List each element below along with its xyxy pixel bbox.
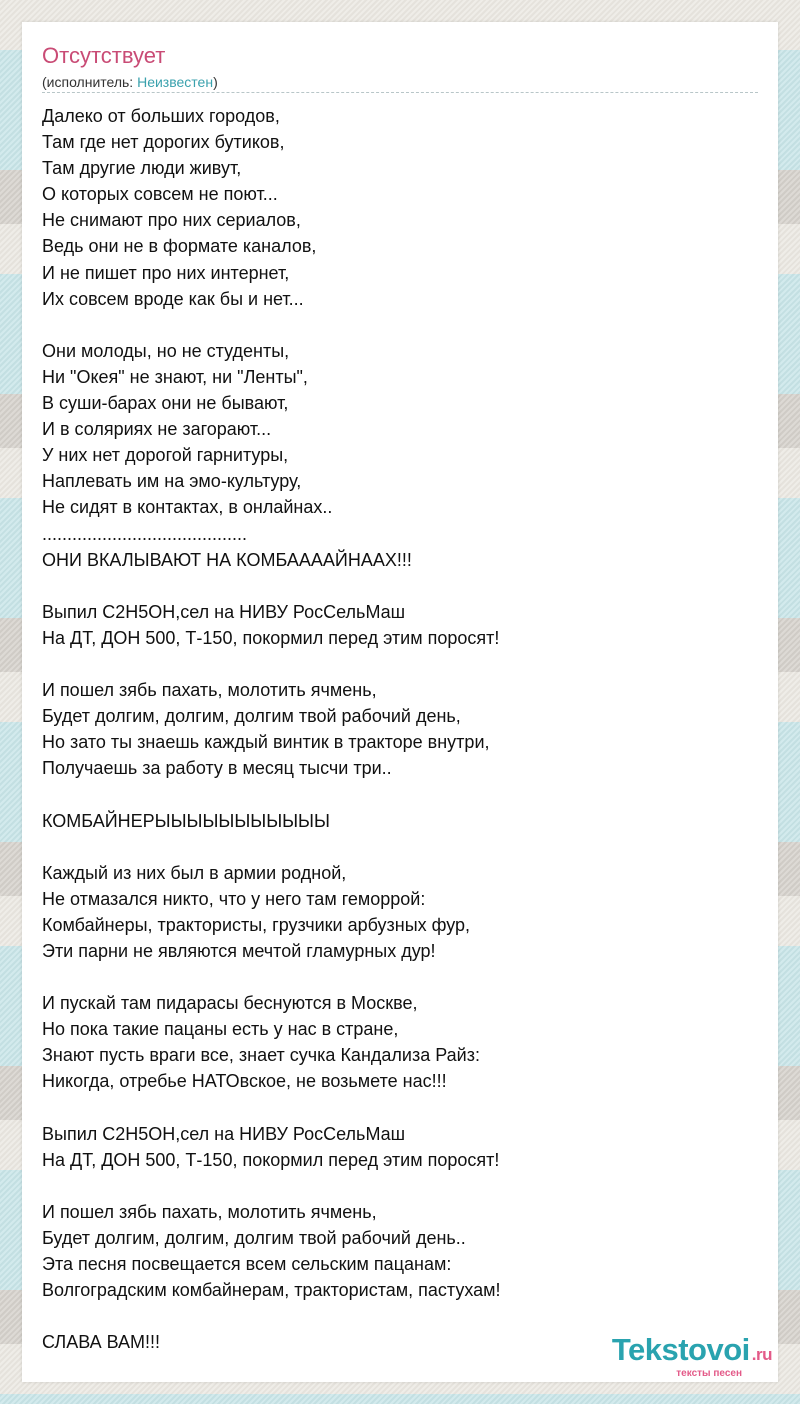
lyric-line: На ДТ, ДОН 500, Т-150, покормил перед этим поросят!	[42, 1149, 500, 1170]
lyric-line	[42, 1173, 762, 1199]
title-divider	[42, 92, 758, 93]
lyric-line: Выпил С2Н5ОН,сел на НИВУ РосСельМаш	[42, 601, 406, 622]
lyric-line: СЛАВА ВАМ!!!	[42, 1332, 161, 1353]
lyric-line: КОМБАЙНЕРЫЫЫЫЫЫЫЫЫЫЫ	[42, 810, 330, 831]
lyric-line: Но зато ты знаешь каждый винтик в тракторе внутри,	[42, 732, 490, 753]
lyric-line: ОНИ ВКАЛЫВАЮТ НА КОМБААААЙНААХ!!!	[42, 549, 412, 570]
lyric-line: Комбайнеры, трактористы, грузчики арбузных фур,	[42, 914, 471, 935]
lyric-line: .........................................	[42, 523, 248, 544]
artist-link[interactable]: Неизвестен	[137, 74, 214, 90]
lyric-line	[42, 573, 762, 599]
lyric-line: Выпил С2Н5ОН,сел на НИВУ РосСельМаш	[42, 1123, 406, 1144]
lyric-line: На ДТ, ДОН 500, Т-150, покормил перед этим поросят!	[42, 627, 500, 648]
lyric-line: И пошел зябь пахать, молотить ячмень,	[42, 1201, 377, 1222]
lyrics-text	[42, 103, 762, 1356]
lyric-line: Эта песня посвещается всем сельским пацанам:	[42, 1254, 452, 1275]
song-title: Отсутствует	[42, 43, 166, 68]
lyric-line: Не отмазался никто, что у него там геморрой:	[42, 888, 426, 909]
lyric-line: Не снимают про них сериалов,	[42, 210, 301, 231]
logo-name: Tekstovoi	[611, 1332, 750, 1367]
artist-suffix: )	[213, 74, 218, 90]
lyric-line: Волгоградским комбайнерам, трактористам, пастухам!	[42, 1280, 501, 1301]
lyric-line	[42, 781, 762, 807]
artist-prefix: (исполнитель:	[42, 74, 138, 90]
lyric-line: Но пока такие пацаны есть у нас в стране,	[42, 1019, 399, 1040]
lyric-line: И пошел зябь пахать, молотить ячмень,	[42, 680, 377, 701]
lyric-line: Не сидят в контактах, в онлайнах..	[42, 497, 333, 518]
lyric-line: И не пишет про них интернет,	[42, 262, 290, 283]
lyric-line: Каждый из них был в армии родной,	[42, 862, 347, 883]
lyric-line: Ведь они не в формате каналов,	[42, 236, 317, 257]
lyric-line: Никогда, отребье НАТОвское, не возьмете нас!!!	[42, 1071, 447, 1092]
logo-tagline: тексты песен	[676, 1368, 742, 1379]
lyric-line: Знают пусть враги все, знает сучка Кандализа Райз:	[42, 1045, 480, 1066]
lyric-line	[42, 1303, 762, 1329]
logo-tld: .ru	[751, 1345, 772, 1364]
lyric-line: Их совсем вроде как бы и нет...	[42, 288, 304, 309]
site-logo[interactable]	[612, 1334, 772, 1379]
lyric-line	[42, 312, 762, 338]
lyric-line: И в соляриях не загорают...	[42, 419, 272, 440]
lyric-line: И пускай там пидарасы беснуются в Москве,	[42, 993, 418, 1014]
lyric-line: Там другие люди живут,	[42, 158, 242, 179]
lyric-line: Наплевать им на эмо-культуру,	[42, 471, 302, 492]
lyric-line: В суши-барах они не бывают,	[42, 393, 289, 414]
lyric-line: У них нет дорогой гарнитуры,	[42, 445, 289, 466]
lyric-line	[42, 834, 762, 860]
lyric-line: Эти парни не являются мечтой гламурных дур!	[42, 941, 436, 961]
lyrics-page	[22, 22, 778, 1382]
lyric-line: Получаешь за работу в месяц тысчи три..	[42, 758, 392, 779]
lyric-line	[42, 651, 762, 677]
artist-line	[42, 73, 218, 91]
logo-wordmark	[612, 1334, 772, 1371]
lyric-line: Далеко от больших городов,	[42, 106, 280, 126]
lyric-line: Будет долгим, долгим, долгим твой рабочий день..	[42, 1228, 466, 1249]
lyric-line: Они молоды, но не студенты,	[42, 340, 290, 361]
lyric-line	[42, 964, 762, 990]
lyric-line: Будет долгим, долгим, долгим твой рабочий день,	[42, 706, 461, 727]
lyric-line: О которых совсем не поют...	[42, 184, 278, 205]
lyric-line: Там где нет дорогих бутиков,	[42, 132, 285, 153]
lyric-line	[42, 1095, 762, 1121]
lyric-line: Ни "Окея" не знают, ни "Ленты",	[42, 366, 308, 387]
